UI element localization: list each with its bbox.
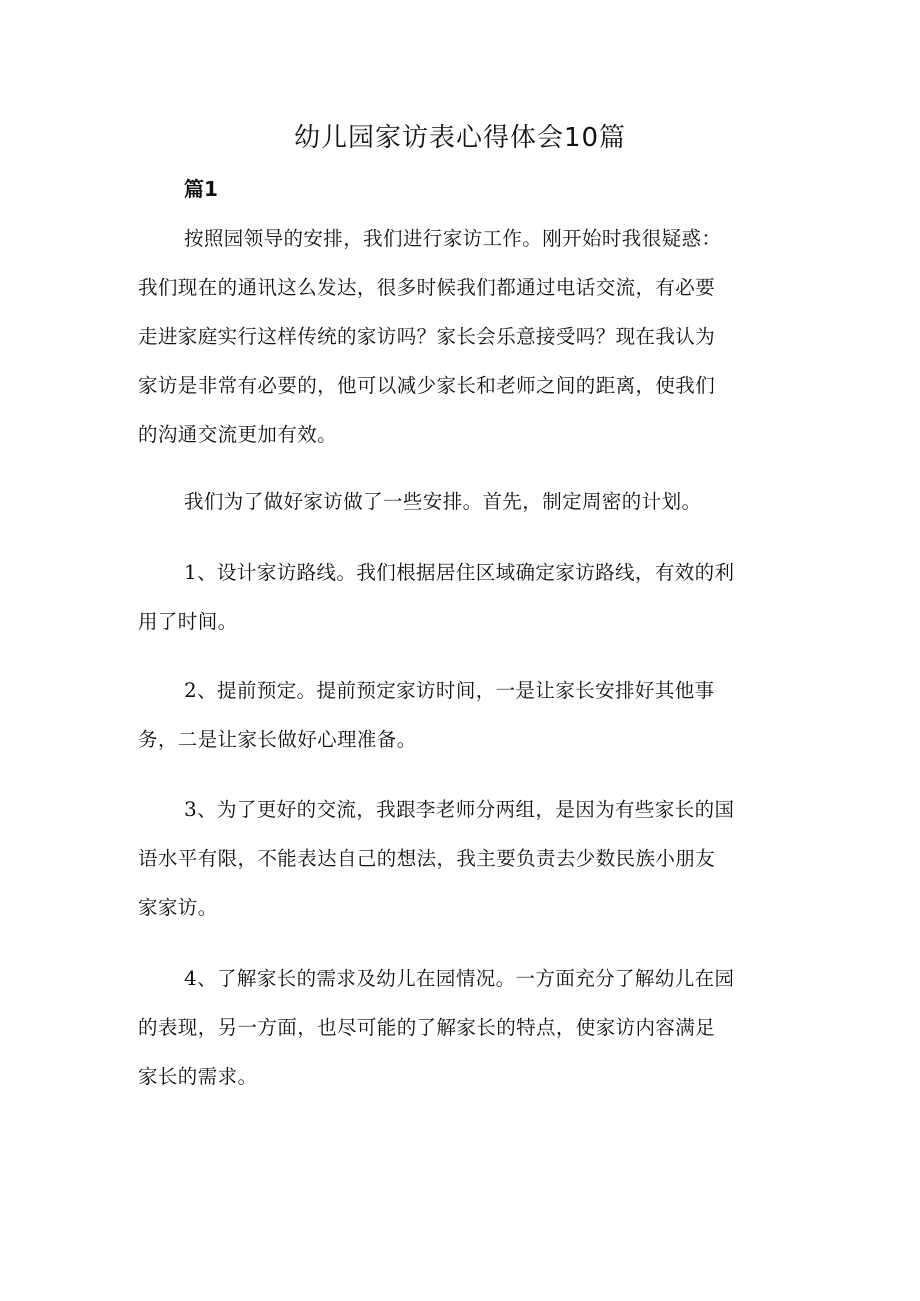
- list-item-groups: [138, 785, 798, 932]
- paragraph-line: 按照园领导的安排，我们进行家访工作。刚开始时我很疑惑：: [184, 227, 722, 250]
- paragraph-line: 家家访。: [138, 896, 218, 919]
- paragraph-line: 我们现在的通讯这么发达，很多时候我们都通过电话交流，有必要: [138, 276, 716, 299]
- paragraph-line: 的沟通交流更加有效。: [138, 423, 338, 446]
- list-item-route: [138, 548, 798, 646]
- paragraph-line: 语水平有限，不能表达自己的想法，我主要负责去少数民族小朋友: [138, 847, 716, 870]
- paragraph-line: 家长的需求。: [138, 1065, 258, 1088]
- paragraph-line: 、为了更好的交流，我跟李老师分两组，是因为有些家长的国: [197, 798, 735, 821]
- paragraph-line: 的表现，另一方面，也尽可能的了解家长的特点，使家访内容满足: [138, 1016, 716, 1039]
- list-item-needs: [138, 954, 798, 1101]
- list-item-number: 3: [184, 797, 198, 821]
- paragraph-line: 家访是非常有必要的，他可以减少家长和老师之间的距离，使我们: [138, 374, 716, 397]
- list-item-number: 4: [184, 966, 198, 990]
- document-title: 幼儿园家访表心得体会10篇: [293, 123, 627, 153]
- paragraph-line: 、了解家长的需求及幼儿在园情况。一方面充分了解幼儿在园: [197, 967, 735, 990]
- paragraph-line: 、提前预定。提前预定家访时间，一是让家长安排好其他事: [197, 679, 715, 702]
- section-heading: 篇1: [184, 177, 218, 201]
- list-item-number: 2: [184, 678, 198, 702]
- list-item-number: 1: [184, 560, 198, 584]
- paragraph-line: 务，二是让家长做好心理准备。: [138, 728, 417, 751]
- paragraph-line: 我们为了做好家访做了一些安排。首先，制定周密的计划。: [184, 490, 702, 513]
- paragraph-intro: [138, 214, 798, 459]
- list-item-schedule: [138, 666, 798, 764]
- paragraph-line: 走进家庭实行这样传统的家访吗？家长会乐意接受吗？现在我认为: [138, 325, 716, 348]
- paragraph-plan: [138, 477, 798, 526]
- paragraph-line: 用了时间。: [138, 610, 238, 633]
- paragraph-line: 、设计家访路线。我们根据居住区域确定家访路线，有效的利: [197, 561, 735, 584]
